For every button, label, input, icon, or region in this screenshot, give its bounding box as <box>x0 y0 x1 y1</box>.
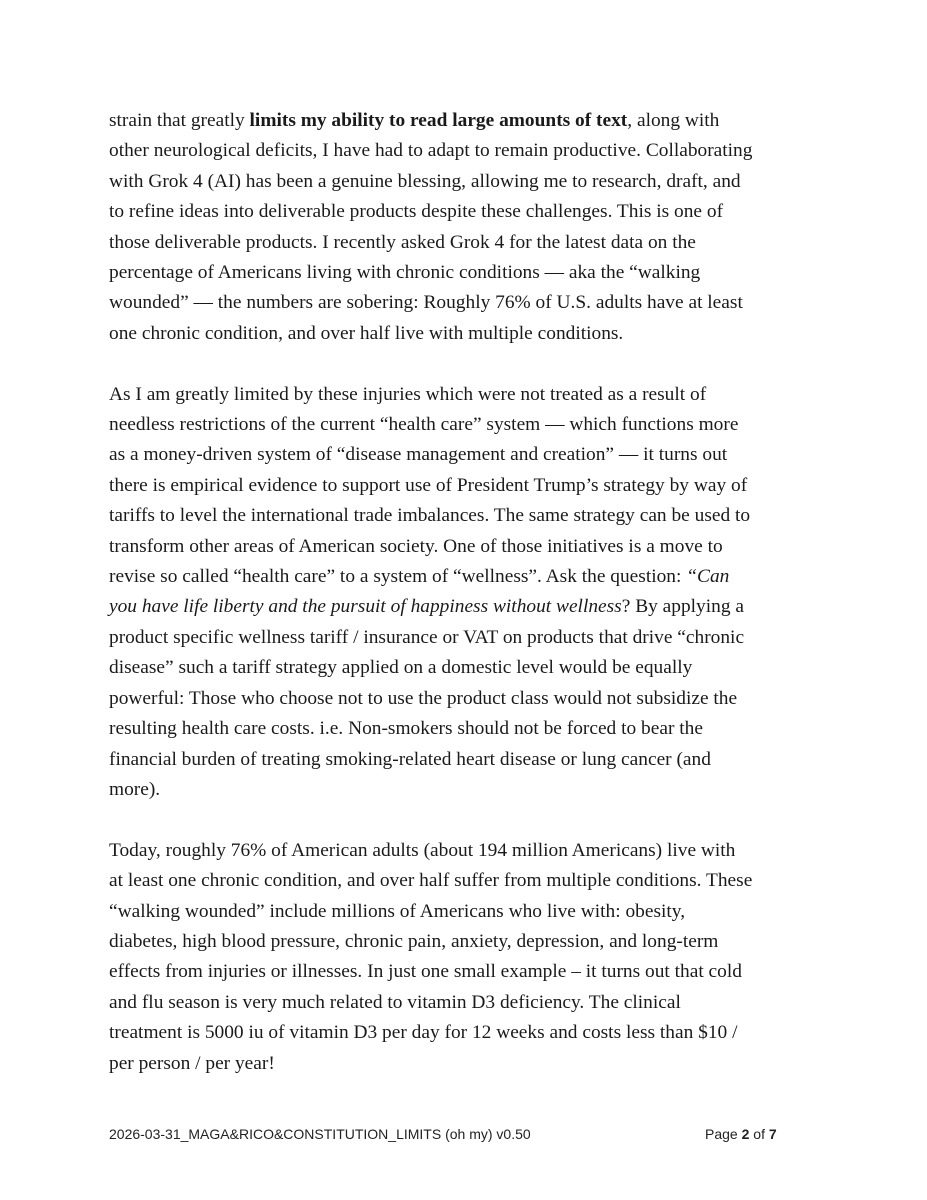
bold-text: limits my ability to read large amounts of text <box>249 110 628 131</box>
text-run: those deliverable products. I recently asked Grok 4 for the latest data on the <box>109 231 696 253</box>
page-label: Page <box>705 1126 742 1142</box>
text-run: disease” such a tariff strategy applied on a domestic level would be equally <box>109 657 693 679</box>
footer-page-number <box>705 1126 777 1142</box>
italic-text: “Can <box>686 566 730 588</box>
footer-document-title: 2026-03-31_MAGA&RICO&CONSTITUTION_LIMITS (oh my) v0.50 <box>109 1126 531 1142</box>
text-run: as a money-driven system of “disease management and creation” — it turns out <box>109 444 728 466</box>
text-run: there is empirical evidence to support use of President Trump’s strategy by way of <box>109 474 748 496</box>
text-run: ? By applying a <box>621 596 744 618</box>
text-line <box>109 228 821 258</box>
text-run: to refine ideas into deliverable products despite these challenges. This is one of <box>109 201 724 223</box>
text-line <box>109 106 821 136</box>
text-line <box>109 745 821 775</box>
text-line <box>109 380 821 410</box>
text-run: transform other areas of American society. One of those initiatives is a move to <box>109 535 723 557</box>
text-line <box>109 136 821 166</box>
text-line <box>109 866 821 896</box>
document-body <box>109 106 821 1109</box>
text-run: Today, roughly 76% of American adults (about 194 million Americans) live with <box>109 839 736 861</box>
page-footer <box>109 1126 821 1146</box>
text-run: product specific wellness tariff / insurance or VAT on products that drive “chronic <box>109 626 745 648</box>
text-line <box>109 623 821 653</box>
text-line <box>109 258 821 288</box>
text-line <box>109 653 821 683</box>
text-line <box>109 1049 821 1079</box>
text-line <box>109 592 821 622</box>
text-line <box>109 319 821 349</box>
text-run: per person / per year! <box>109 1052 275 1074</box>
text-line <box>109 957 821 987</box>
text-run: resulting health care costs. i.e. Non-smokers should not be forced to bear the <box>109 718 703 740</box>
text-line <box>109 410 821 440</box>
text-run: powerful: Those who choose not to use the product class would not subsidize the <box>109 687 738 709</box>
paragraph <box>109 380 821 806</box>
text-line <box>109 1018 821 1048</box>
italic-text: you have life liberty and the pursuit of happiness without wellness <box>109 596 622 618</box>
text-line <box>109 684 821 714</box>
text-line <box>109 471 821 501</box>
text-line <box>109 197 821 227</box>
total-pages: 7 <box>768 1126 777 1142</box>
text-run: As I am greatly limited by these injuries which were not treated as a result of <box>109 383 707 405</box>
current-page: 2 <box>741 1126 750 1142</box>
text-run: needless restrictions of the current “health care” system — which functions more <box>109 414 739 436</box>
text-run: more). <box>109 778 161 800</box>
text-line <box>109 927 821 957</box>
text-line <box>109 714 821 744</box>
text-run: percentage of Americans living with chronic conditions — aka the “walking <box>109 262 701 284</box>
text-line <box>109 836 821 866</box>
text-run: treatment is 5000 iu of vitamin D3 per day for 12 weeks and costs less than $10 / <box>109 1022 738 1044</box>
text-line <box>109 988 821 1018</box>
text-line <box>109 440 821 470</box>
text-line <box>109 532 821 562</box>
text-run: tariffs to level the international trade imbalances. The same strategy can be used to <box>109 505 751 527</box>
text-run: effects from injuries or illnesses. In just one small example – it turns out that cold <box>109 961 742 983</box>
text-run: “walking wounded” include millions of Americans who live with: obesity, <box>109 900 686 922</box>
text-run: wounded” — the numbers are sobering: Roughly 76% of U.S. adults have at least <box>109 292 743 314</box>
text-line <box>109 775 821 805</box>
text-run: revise so called “health care” to a system of “wellness”. Ask the question: <box>109 566 687 588</box>
text-run: at least one chronic condition, and over half suffer from multiple conditions. These <box>109 870 753 892</box>
text-line <box>109 288 821 318</box>
text-line <box>109 501 821 531</box>
paragraph <box>109 106 821 349</box>
paragraph <box>109 836 821 1079</box>
text-run: other neurological deficits, I have had to adapt to remain productive. Collaborating <box>109 140 753 162</box>
text-run: , along with <box>627 110 720 131</box>
text-line <box>109 167 821 197</box>
text-run: strain that greatly <box>109 110 250 131</box>
text-run: with Grok 4 (AI) has been a genuine blessing, allowing me to research, draft, and <box>109 170 741 192</box>
text-run: and flu season is very much related to vitamin D3 deficiency. The clinical <box>109 991 681 1013</box>
text-run: one chronic condition, and over half live with multiple conditions. <box>109 322 624 344</box>
page-of-label: of <box>749 1126 769 1142</box>
text-line <box>109 897 821 927</box>
text-line <box>109 562 821 592</box>
text-run: financial burden of treating smoking-related heart disease or lung cancer (and <box>109 748 711 770</box>
text-run: diabetes, high blood pressure, chronic pain, anxiety, depression, and long-term <box>109 930 719 952</box>
